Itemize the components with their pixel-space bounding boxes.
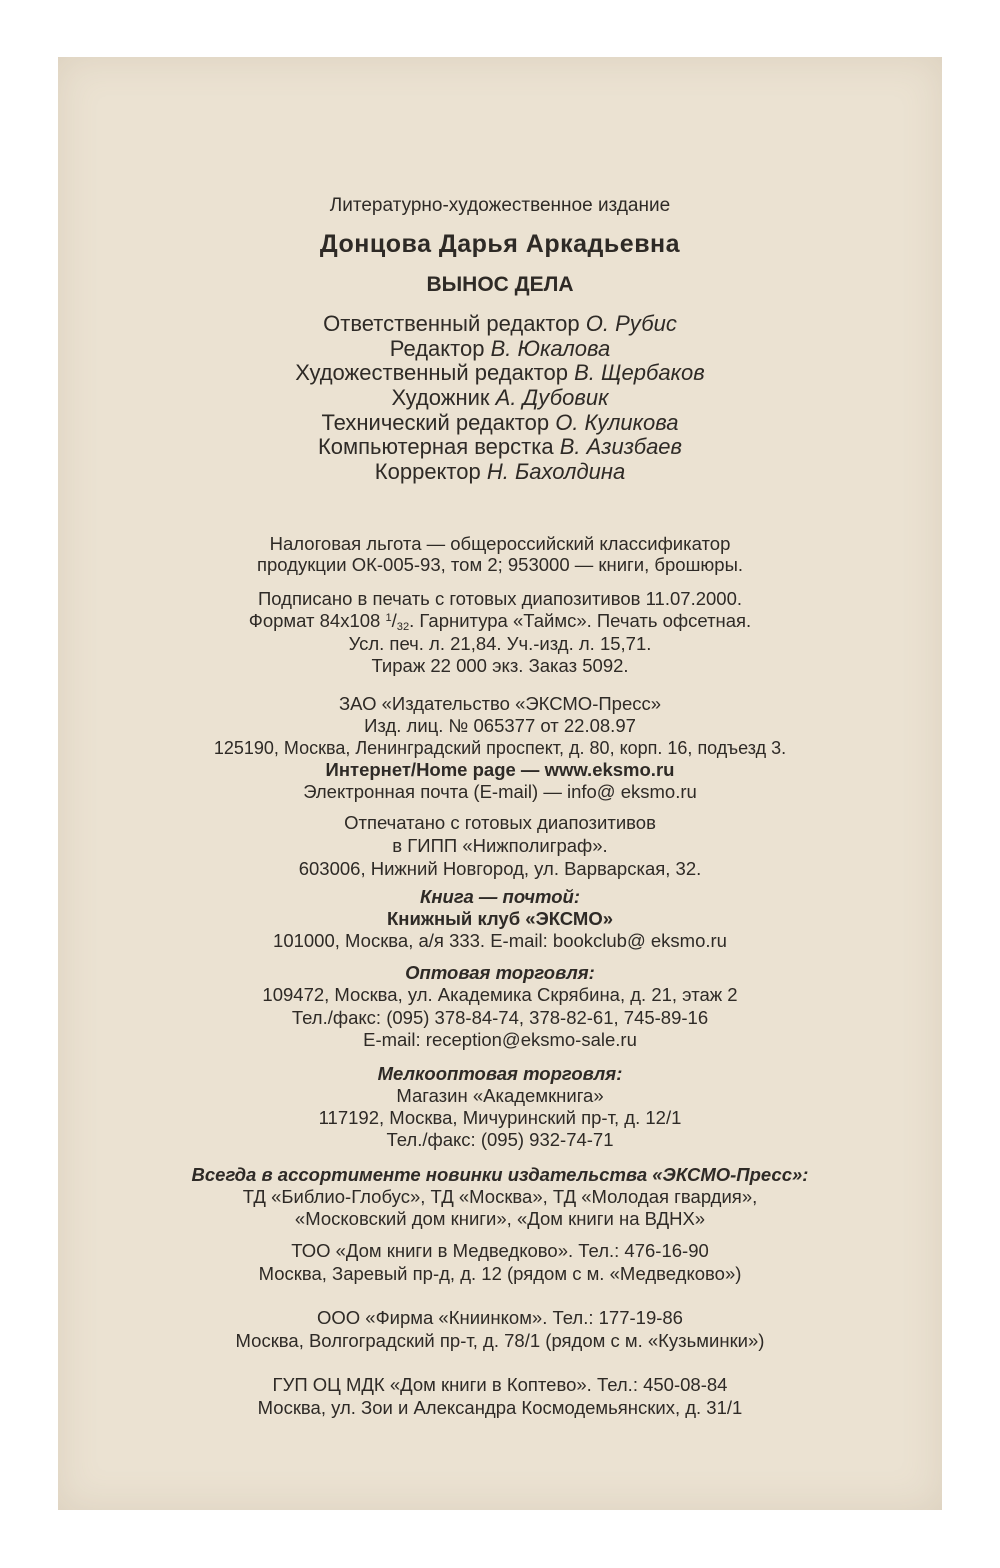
wholesale-email: E-mail: reception@eksmo-sale.ru: [363, 1029, 637, 1050]
small-wholesale-address: 117192, Москва, Мичуринский пр-т, д. 12/1: [318, 1107, 682, 1128]
printer-line-1: Отпечатано с готовых диапозитивов: [344, 812, 656, 833]
tax-line-1: Налоговая льгота — общероссийский классификатор: [269, 533, 731, 554]
publisher-license: Изд. лиц. № 065377 от 22.08.97: [364, 715, 636, 736]
publisher-address: 125190, Москва, Ленинградский проспект, д. 80, корп. 16, подъезд 3.: [213, 738, 787, 758]
wholesale-phones: Тел./факс: (095) 378-84-74, 378-82-61, 745-89-16: [291, 1007, 709, 1028]
credit-line: Корректор Н. Бахолдина: [374, 459, 626, 484]
assortment-heading: Всегда в ассортименте новинки издательства «ЭКСМО-Пресс»:: [191, 1164, 809, 1185]
run-line: Тираж 22 000 экз. Заказ 5092.: [371, 655, 629, 676]
format-line: Формат 84x108 $^1/_{32}$. Гарнитура «Таймс». Печать офсетная.: [248, 610, 752, 633]
credit-line: Технический редактор О. Куликова: [321, 410, 679, 435]
imprint-page: [58, 57, 942, 1510]
store-address: Москва, ул. Зои и Александра Космодемьянских, д. 31/1: [257, 1397, 743, 1418]
credit-line: Художник А. Дубовик: [391, 385, 609, 410]
store-line: ТОО «Дом книги в Медведково». Тел.: 476-16-90: [291, 1240, 709, 1261]
tax-line-2: продукции ОК-005-93, том 2; 953000 — книги, брошюры.: [256, 554, 744, 575]
store-address: Москва, Заревый пр-д, д. 12 (рядом с м. «Медведково»): [258, 1263, 742, 1284]
credit-line: Ответственный редактор О. Рубис: [323, 311, 677, 336]
credit-line: Художественный редактор В. Щербаков: [295, 360, 705, 385]
printer-line-2: в ГИПП «Нижполиграф».: [392, 835, 608, 856]
book-club-name: Книжный клуб «ЭКСМО»: [387, 908, 613, 929]
small-wholesale-store: Магазин «Академкнига»: [396, 1085, 604, 1106]
edition-type: Литературно-художественное издание: [329, 195, 671, 216]
author-name: Донцова Дарья Аркадьевна: [319, 230, 681, 258]
book-club-address: 101000, Москва, а/я 333. E-mail: bookclub@ eksmo.ru: [273, 930, 727, 951]
store-line: ГУП ОЦ МДК «Дом книги в Коптево». Тел.: 450-08-84: [272, 1374, 728, 1395]
wholesale-heading: Оптовая торговля:: [405, 962, 595, 983]
credit-line: Редактор В. Юкалова: [389, 336, 611, 361]
publisher-name: ЗАО «Издательство «ЭКСМО-Пресс»: [338, 693, 662, 714]
sheets-line: Усл. печ. л. 21,84. Уч.-изд. л. 15,71.: [348, 633, 652, 654]
small-wholesale-phones: Тел./факс: (095) 932-74-71: [386, 1129, 614, 1150]
book-title: ВЫНОС ДЕЛА: [426, 273, 574, 296]
printer-address: 603006, Нижний Новгород, ул. Варварская, 32.: [298, 858, 702, 879]
publisher-email: Электронная почта (E-mail) — info@ eksmo.ru: [303, 781, 697, 802]
store-line: ООО «Фирма «Книинком». Тел.: 177-19-86: [317, 1307, 683, 1328]
small-wholesale-heading: Мелкооптовая торговля:: [377, 1063, 623, 1084]
store-address: Москва, Волгоградский пр-т, д. 78/1 (рядом с м. «Кузьминки»): [235, 1330, 765, 1351]
signed-line: Подписано в печать с готовых диапозитивов 11.07.2000.: [258, 588, 742, 609]
assortment-line-2: «Московский дом книги», «Дом книги на ВДНХ»: [294, 1208, 706, 1229]
wholesale-address: 109472, Москва, ул. Академика Скрябина, д. 21, этаж 2: [262, 984, 738, 1005]
assortment-line-1: ТД «Библио-Глобус», ТД «Москва», ТД «Молодая гвардия»,: [242, 1186, 758, 1207]
credit-line: Компьютерная верстка В. Азизбаев: [317, 434, 683, 459]
publisher-website: Интернет/Home page — www.eksmo.ru: [325, 759, 675, 780]
mail-order-heading: Книга — почтой:: [420, 886, 580, 907]
